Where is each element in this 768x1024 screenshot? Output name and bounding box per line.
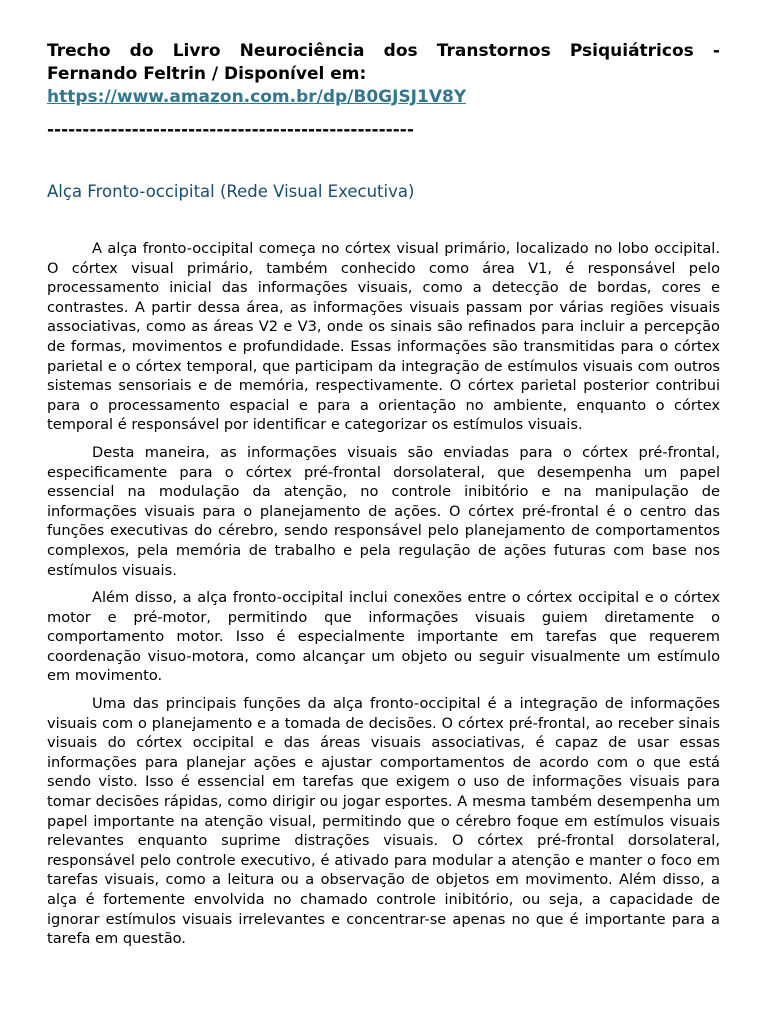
separator-line: ---------------------------------------------------- (47, 120, 414, 140)
paragraph: Uma das principais funções da alça fronto-occipital é a integração de informações visuais com o planejamento e a tomada de decisões. O córtex pré-frontal, ao receber sinais visuais do córtex occipital e das áreas visuais associativas, é capaz de usar essas informações para planejar ações e ajustar comportamentos de acordo com o que está sendo visto. Isso é essencial em tarefas que exigem o uso de informações visuais para tomar decisões rápidas, como dirigir ou jogar esportes. A mesma também desempenha um papel importante na atenção visual, permitindo que o cérebro foque em estímulos visuais relevantes enquanto suprime distrações visuais. O córtex pré-frontal dorsolateral, responsável pelo controle executivo, é ativado para modular a atenção e manter o foco em tarefas visuais, como a leitura ou a observação de objetos em movimento. Além disso, a alça é fortemente envolvida no chamado controle inibitório, ou seja, a capacidade de ignorar estímulos visuais irrelevantes e concentrar-se apenas no que é importante para a tarefa em questão. (47, 695, 720, 948)
header-text: Trecho do Livro Neurociência dos Transtornos Psiquiátricos - Fernando Feltrin / Disponível em: (47, 41, 720, 84)
paragraph: Além disso, a alça fronto-occipital inclui conexões entre o córtex occipital e o córtex motor e pré-motor, permitindo que informações visuais guiem diretamente o comportamento motor. Isso é especialmente importante em tarefas que requerem coordenação visuo-motora, como alcançar um objeto ou seguir visualmente um estímulo em movimento. (47, 589, 720, 685)
section-title: Alça Fronto-occipital (Rede Visual Executiva) (47, 182, 415, 201)
body-text (47, 239, 720, 949)
document-header (47, 40, 720, 109)
paragraph: A alça fronto-occipital começa no córtex visual primário, localizado no lobo occipital. O córtex visual primário, também conhecido como área V1, é responsável pelo processamento inicial das informações visuais, como a detecção de bordas, cores e contrastes. A partir dessa área, as informações visuais passam por várias regiões visuais associativas, como as áreas V2 e V3, onde os sinais são refinados para incluir a percepção de formas, movimentos e profundidade. Essas informações são transmitidas para o córtex parietal e o córtex temporal, que participam da integração de estímulos visuais com outros sistemas sensoriais e de memória, respectivamente. O córtex parietal posterior contribui para o processamento espacial e para a orientação no ambiente, enquanto o córtex temporal é responsável por identificar e categorizar os estímulos visuais. (47, 240, 720, 434)
document-page (47, 40, 720, 957)
amazon-link[interactable]: https://www.amazon.com.br/dp/B0GJSJ1V8Y (47, 87, 467, 107)
paragraph: Desta maneira, as informações visuais são enviadas para o córtex pré-frontal, especificamente para o córtex pré-frontal dorsolateral, que desempenha um papel essencial na modulação da atenção, no controle inibitório e na manipulação de informações visuais para o planejamento de ações. O córtex pré-frontal é o centro das funções executivas do cérebro, sendo responsável pelo planejamento de comportamentos complexos, pela memória de trabalho e pela regulação de ações futuras com base nos estímulos visuais. (47, 443, 720, 579)
